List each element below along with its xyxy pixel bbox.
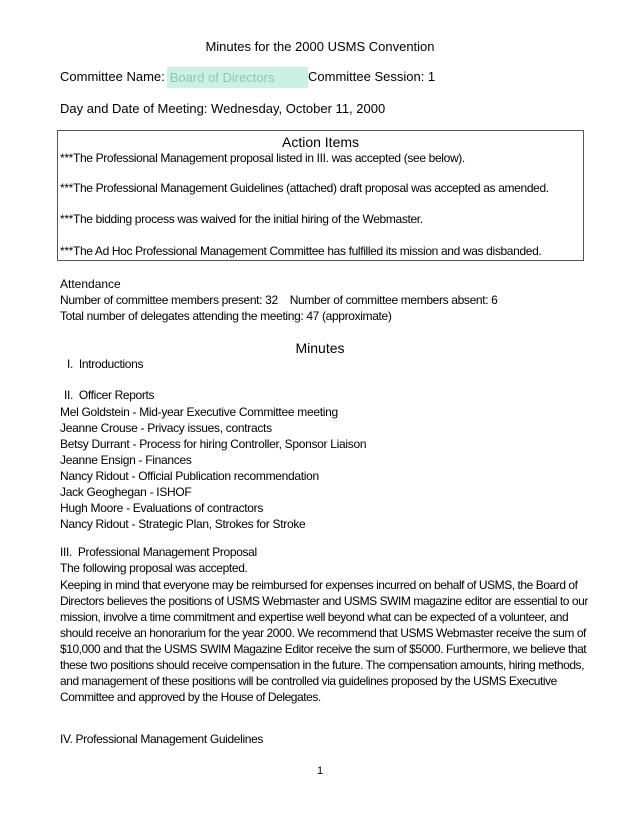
action-item: ***The Ad Hoc Professional Management Committee has fulfilled its mission and was disbanded. (60, 244, 542, 258)
list-item: Jeanne Ensign - Finances (60, 453, 192, 467)
list-item: Nancy Ridout - Strategic Plan, Strokes for Stroke (60, 517, 306, 531)
action-item: ***The Professional Management Guidelines (attached) draft proposal was accepted as amended. (60, 181, 549, 195)
paragraph-line: Directors believes the positions of USMS Webmaster and USMS SWIM magazine editor are essential to our (60, 594, 588, 608)
proposal-intro: The following proposal was accepted. (60, 561, 248, 575)
paragraph-line: and management of these positions will be controlled via guidelines proposed by the USMS Executive (60, 674, 557, 688)
officer-reports-list (60, 404, 585, 532)
paragraph-line: Keeping in mind that everyone may be reimbursed for expenses incurred on behalf of USMS, the Board of (60, 578, 578, 592)
list-item: Jeanne Crouse - Privacy issues, contracts (60, 421, 272, 435)
committee-session: Committee Session: 1 (308, 69, 436, 84)
attendance-heading: Attendance (60, 277, 121, 291)
committee-name-field[interactable]: Board of Directors (167, 67, 308, 88)
list-item: Mel Goldstein - Mid-year Executive Committee meeting (60, 405, 338, 419)
action-items-box (57, 130, 584, 261)
document-title: Minutes for the 2000 USMS Convention (205, 39, 435, 54)
minutes-heading: Minutes (295, 340, 345, 356)
committee-name-row (60, 66, 308, 88)
paragraph-line: mission, involve a time commitment and expertise well beyond what can be expected of a volunteer, and (60, 610, 569, 624)
proposal-paragraph (60, 577, 588, 705)
list-item: Nancy Ridout - Official Publication recommendation (60, 469, 319, 483)
paragraph-line: these two positions should receive compensation in the future. The compensation amounts, hiring methods, (60, 658, 584, 672)
committee-name-label: Committee Name: (60, 69, 165, 84)
meeting-date: Day and Date of Meeting: Wednesday, October 11, 2000 (60, 101, 386, 116)
action-items-heading: Action Items (281, 134, 360, 150)
list-item: Betsy Durrant - Process for hiring Controller, Sponsor Liaison (60, 437, 367, 451)
action-item: ***The Professional Management proposal listed in III. was accepted (see below). (60, 151, 465, 165)
list-item: Hugh Moore - Evaluations of contractors (60, 501, 264, 515)
action-item: ***The bidding process was waived for the initial hiring of the Webmaster. (60, 212, 423, 226)
attendance-counts: Number of committee members present: 32 Number of committee members absent: 6 (60, 293, 498, 307)
attendance-delegates: Total number of delegates attending the meeting: 47 (approximate) (60, 309, 392, 323)
paragraph-line: $10,000 and that the USMS SWIM Magazine Editor receive the sum of $5000. Furthermore, we believe that (60, 642, 587, 656)
section-professional-management-guidelines: IV. Professional Management Guidelines (60, 732, 264, 746)
section-professional-management-proposal: III. Professional Management Proposal (60, 545, 257, 559)
page-number: 1 (316, 765, 324, 777)
section-officer-reports: II. Officer Reports (64, 388, 155, 402)
section-introductions: I. Introductions (67, 357, 144, 371)
paragraph-line: Committee and approved by the House of Delegates. (60, 690, 321, 704)
paragraph-line: should receive an honorarium for the year 2000. We recommend that USMS Webmaster receive the sum of (60, 626, 586, 640)
list-item: Jack Geoghegan - ISHOF (60, 485, 192, 499)
